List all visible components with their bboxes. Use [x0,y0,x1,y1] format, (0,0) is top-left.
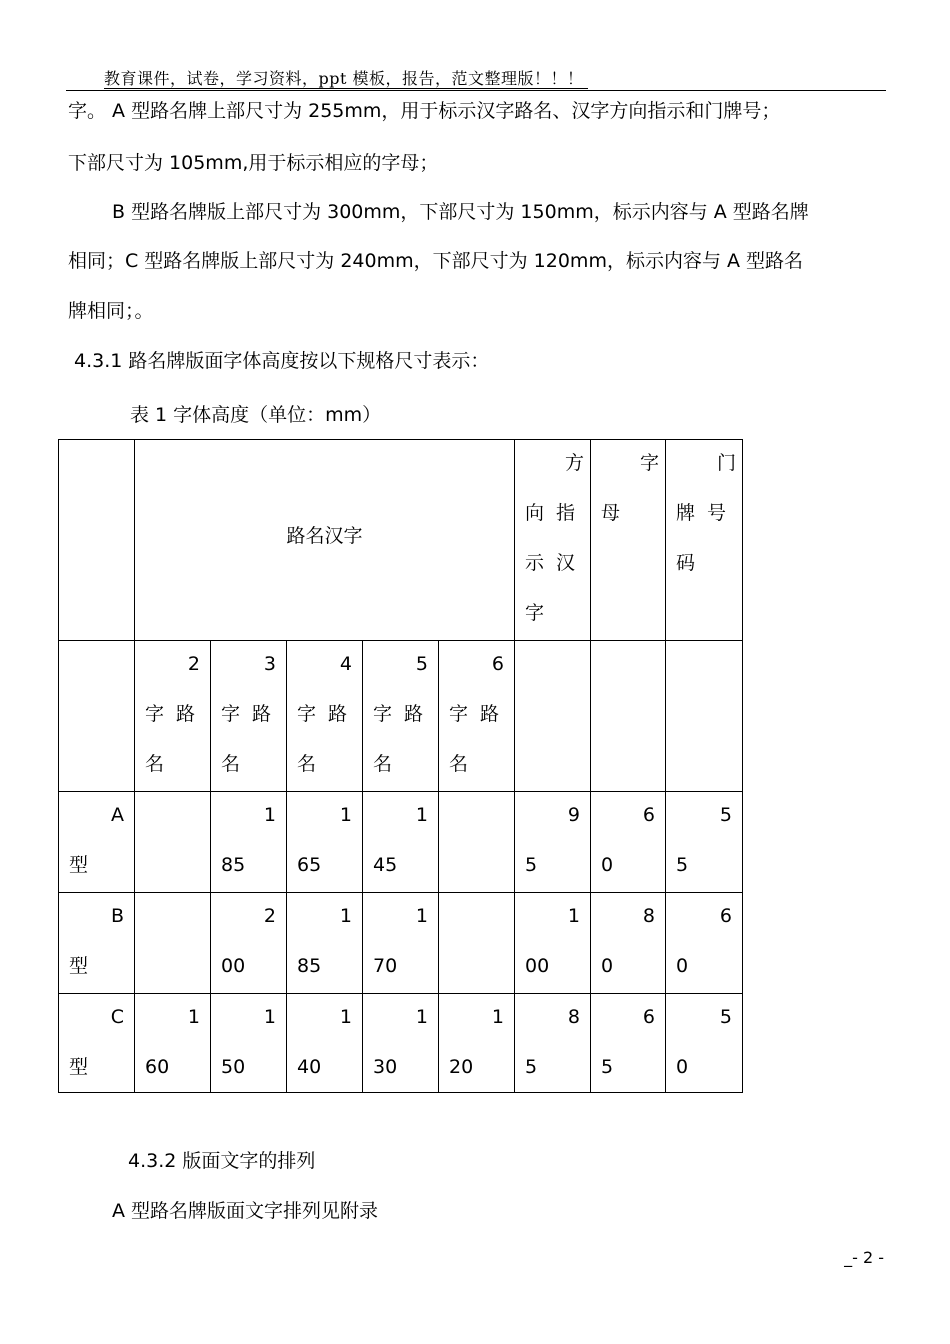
cell-value-bottom: 40 [297,1056,322,1078]
cell-value-top: 1 [415,905,428,927]
cell-value-top: 1 [339,1006,352,1028]
header-text: 牌 号 [676,502,727,524]
cell-value-bottom: 65 [297,854,322,876]
direction-header-cell [515,440,591,641]
table-cell [135,792,211,893]
cell-value-top: 1 [415,804,428,826]
cell-value-bottom: 20 [449,1056,474,1078]
table-cell [287,994,363,1093]
page-number: _- 2 - [844,1248,884,1267]
table-cell [135,994,211,1093]
table-cell [439,893,515,994]
subheader-text: 字 路 [145,703,196,725]
cell-value-top: 1 [187,1006,200,1028]
subheader-text: 字 路 [373,703,424,725]
header-text: 母 [601,502,621,524]
cell-value-bottom: 00 [221,955,246,977]
cell-value-top: 8 [567,1006,580,1028]
header-text: 字 [525,602,545,624]
table-cell [666,792,743,893]
cell-value-bottom: 0 [676,1056,689,1078]
table-cell [439,792,515,893]
cell-value-top: 6 [642,804,655,826]
road-name-header-cell [135,440,515,641]
cell-value-top: 5 [719,1006,732,1028]
paragraph-line: A 型路名牌版面文字排列见附录 [112,1200,379,1222]
table-row [59,994,743,1093]
row-type-label: 型 [69,1056,89,1078]
subheader-cell [211,641,287,792]
section-heading: 4.3.1 路名牌版面字体高度按以下规格尺寸表示： [74,350,490,372]
subheader-cell [135,641,211,792]
door-number-header-cell [666,440,743,641]
header-text: 码 [676,552,696,574]
font-height-table [58,439,743,1093]
cell-value-top: 1 [415,1006,428,1028]
table-cell [211,792,287,893]
table-cell [515,893,591,994]
cell-value-top: 1 [263,1006,276,1028]
cell-value-bottom: 0 [676,955,689,977]
table-cell [211,893,287,994]
row-type-label: 型 [69,955,89,977]
table-cell [515,792,591,893]
table-caption: 表 1 字体高度（单位：mm） [130,404,382,426]
subheader-text: 字 路 [297,703,348,725]
subheader-text: 5 [415,653,428,675]
row-type-letter: C [110,1006,124,1028]
cell-value-bottom: 60 [145,1056,170,1078]
page-header: 教育课件，试卷，学习资料，ppt 模板，报告，范文整理版！！！ [104,69,584,88]
subheader-cell [287,641,363,792]
row-type-letter: B [110,905,124,927]
table-cell [363,994,439,1093]
cell-value-bottom: 70 [373,955,398,977]
row-type-cell [59,994,135,1093]
cell-value-top: 6 [719,905,732,927]
subheader-text: 3 [263,653,276,675]
table-corner-cell [59,440,135,641]
cell-value-top: 1 [263,804,276,826]
table-cell [287,893,363,994]
road-name-header: 路名汉字 [286,525,363,547]
cell-value-bottom: 00 [525,955,550,977]
cell-value-top: 1 [567,905,580,927]
header-underline [104,88,588,89]
cell-value-bottom: 5 [525,1056,538,1078]
header-text: 示 汉 [525,552,576,574]
cell-value-bottom: 30 [373,1056,398,1078]
subheader-text: 名 [449,753,469,775]
row-type-cell [59,893,135,994]
subheader-text: 名 [145,753,165,775]
table-cell [211,994,287,1093]
cell-value-bottom: 0 [601,955,614,977]
table-cell [515,641,591,792]
row-type-label: 型 [69,854,89,876]
table-cell [59,641,135,792]
table-cell [363,893,439,994]
subheader-text: 字 路 [449,703,500,725]
table-subheader-row [59,641,743,792]
table-cell [287,792,363,893]
paragraph-line: 相同；C 型路名牌版上部尺寸为 240mm，下部尺寸为 120mm，标示内容与 A 型路名 [68,250,804,272]
subheader-text: 名 [373,753,393,775]
header-rule [66,90,886,91]
paragraph-line: 字。 A 型路名牌上部尺寸为 255mm，用于标示汉字路名、汉字方向指示和门牌号； [68,100,781,122]
table-row [59,792,743,893]
header-text: 字 [639,452,659,474]
cell-value-top: 5 [719,804,732,826]
header-text: 门 [716,452,736,474]
table-cell [515,994,591,1093]
subheader-text: 6 [491,653,504,675]
header-text: 向 指 [525,502,576,524]
cell-value-top: 2 [263,905,276,927]
subheader-text: 名 [297,753,317,775]
cell-value-bottom: 45 [373,854,398,876]
cell-value-top: 9 [567,804,580,826]
cell-value-bottom: 5 [676,854,689,876]
subheader-cell [363,641,439,792]
cell-value-top: 6 [642,1006,655,1028]
table-cell [591,792,666,893]
cell-value-top: 8 [642,905,655,927]
header-text: 方 [564,452,584,474]
subheader-text: 字 路 [221,703,272,725]
cell-value-bottom: 85 [297,955,322,977]
cell-value-top: 1 [491,1006,504,1028]
subheader-cell [439,641,515,792]
paragraph-line: 牌相同；。 [68,300,154,322]
cell-value-bottom: 5 [525,854,538,876]
table-cell [666,893,743,994]
paragraph-line: 下部尺寸为 105mm,用于标示相应的字母； [68,152,439,174]
table-cell [363,792,439,893]
cell-value-top: 1 [339,804,352,826]
section-heading: 4.3.2 版面文字的排列 [128,1150,316,1172]
table-cell [666,994,743,1093]
table-cell [135,893,211,994]
paragraph-line: B 型路名牌版上部尺寸为 300mm，下部尺寸为 150mm，标示内容与 A 型路名牌 [112,201,809,223]
cell-value-top: 1 [339,905,352,927]
subheader-text: 名 [221,753,241,775]
subheader-text: 2 [187,653,200,675]
table-cell [591,641,666,792]
subheader-text: 4 [339,653,352,675]
table-header-row [59,440,743,641]
table-cell [591,994,666,1093]
table-cell [666,641,743,792]
row-type-cell [59,792,135,893]
cell-value-bottom: 0 [601,854,614,876]
table-cell [591,893,666,994]
cell-value-bottom: 50 [221,1056,246,1078]
cell-value-bottom: 85 [221,854,246,876]
table-cell [439,994,515,1093]
table-row [59,893,743,994]
row-type-letter: A [111,804,124,826]
cell-value-bottom: 5 [601,1056,614,1078]
letter-header-cell [591,440,666,641]
